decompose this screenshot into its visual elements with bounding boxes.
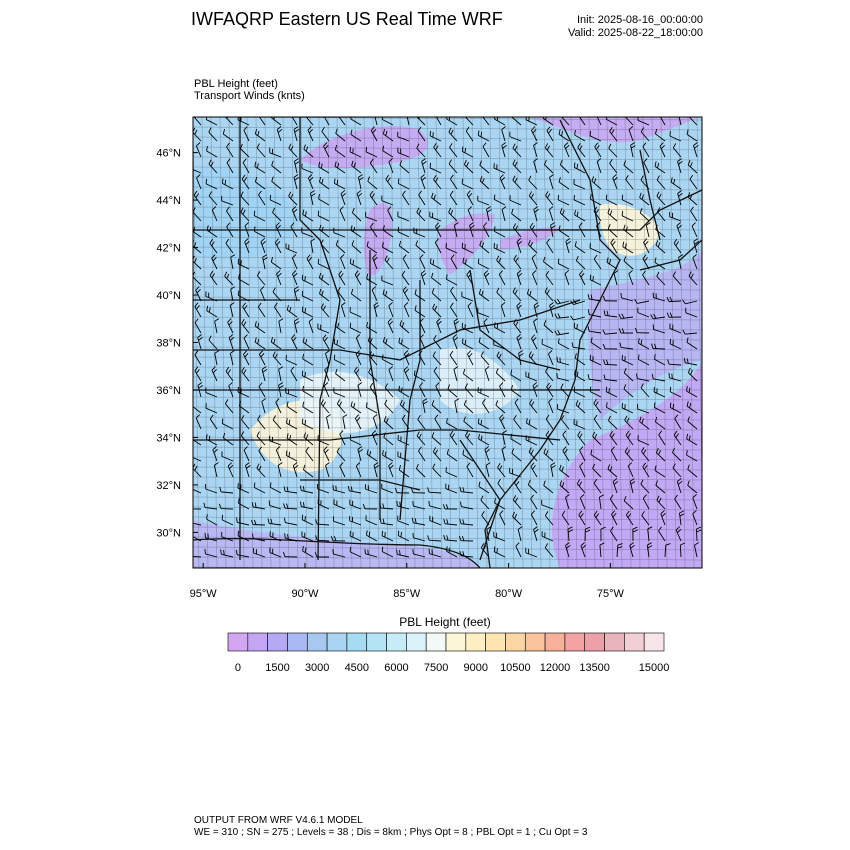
colorbar-label: 1500: [265, 662, 290, 674]
colorbar-label: 7500: [423, 662, 449, 674]
colorbar-swatch: [347, 633, 367, 651]
colorbar-swatch: [466, 633, 486, 651]
lon-tick-label: 75°W: [596, 588, 624, 600]
colorbar-label: 4500: [344, 662, 370, 674]
latitude-ticks: [156, 148, 198, 540]
variable-label-pbl: PBL Height (feet): [194, 78, 278, 90]
colorbar-swatch: [426, 633, 446, 651]
colorbar-label: 3000: [304, 662, 330, 674]
colorbar-swatch: [406, 633, 426, 651]
colorbar-swatch: [446, 633, 466, 651]
colorbar-swatch: [387, 633, 407, 651]
lon-tick-label: 95°W: [189, 588, 217, 600]
colorbar-swatch: [525, 633, 545, 651]
model-footer: [194, 815, 587, 839]
colorbar-swatch: [248, 633, 268, 651]
colorbar-swatch: [486, 633, 506, 651]
colorbar-label: 10500: [500, 662, 531, 674]
lat-tick-label: 38°N: [156, 337, 181, 350]
colorbar-swatch: [624, 633, 644, 651]
variable-label-winds: Transport Winds (knts): [194, 90, 305, 102]
colorbar: [228, 633, 669, 674]
colorbar-swatch: [367, 633, 387, 651]
colorbar-label: 9000: [463, 662, 488, 674]
init-time: Init: 2025-08-16_00:00:00: [577, 14, 703, 26]
lat-tick-label: 44°N: [156, 195, 181, 208]
colorbar-swatch: [605, 633, 625, 651]
lat-tick-label: 30°N: [156, 527, 181, 540]
lon-tick-label: 90°W: [291, 588, 319, 600]
colorbar-swatch: [307, 633, 327, 651]
colorbar-swatch: [268, 633, 288, 651]
colorbar-label: 0: [234, 662, 241, 674]
lat-tick-label: 42°N: [156, 242, 181, 255]
lat-tick-label: 46°N: [156, 147, 181, 160]
lat-tick-label: 34°N: [156, 432, 181, 445]
lon-tick-label: 85°W: [393, 588, 421, 600]
colorbar-label: 12000: [539, 662, 571, 674]
colorbar-swatch: [545, 633, 565, 651]
map-field: [187, 111, 703, 570]
valid-time: Valid: 2025-08-22_18:00:00: [568, 27, 703, 39]
colorbar-swatch: [585, 633, 605, 651]
model-footer-line1: OUTPUT FROM WRF V4.6.1 MODEL: [194, 815, 363, 826]
colorbar-swatch: [565, 633, 585, 651]
colorbar-label: 13500: [579, 662, 610, 674]
colorbar-label: 6000: [384, 662, 409, 674]
lat-tick-label: 36°N: [156, 384, 181, 397]
model-footer-line2: WE = 310 ; SN = 275 ; Levels = 38 ; Dis = 8km ; Phys Opt = 8 ; PBL Opt = 1 ; Cu Opt = 3: [194, 827, 588, 838]
longitude-ticks: [190, 563, 625, 600]
colorbar-swatch: [505, 633, 525, 651]
colorbar-swatch: [228, 633, 248, 651]
colorbar-title: PBL Height (feet): [399, 615, 491, 629]
colorbar-swatch: [327, 633, 347, 651]
colorbar-swatch: [644, 633, 664, 651]
lat-tick-label: 32°N: [156, 479, 181, 492]
lon-tick-label: 80°W: [495, 588, 523, 600]
colorbar-label: 15000: [638, 662, 670, 674]
colorbar-swatch: [287, 633, 307, 651]
lat-tick-label: 40°N: [156, 290, 181, 303]
plot-title: IWFAQRP Eastern US Real Time WRF: [191, 9, 503, 29]
